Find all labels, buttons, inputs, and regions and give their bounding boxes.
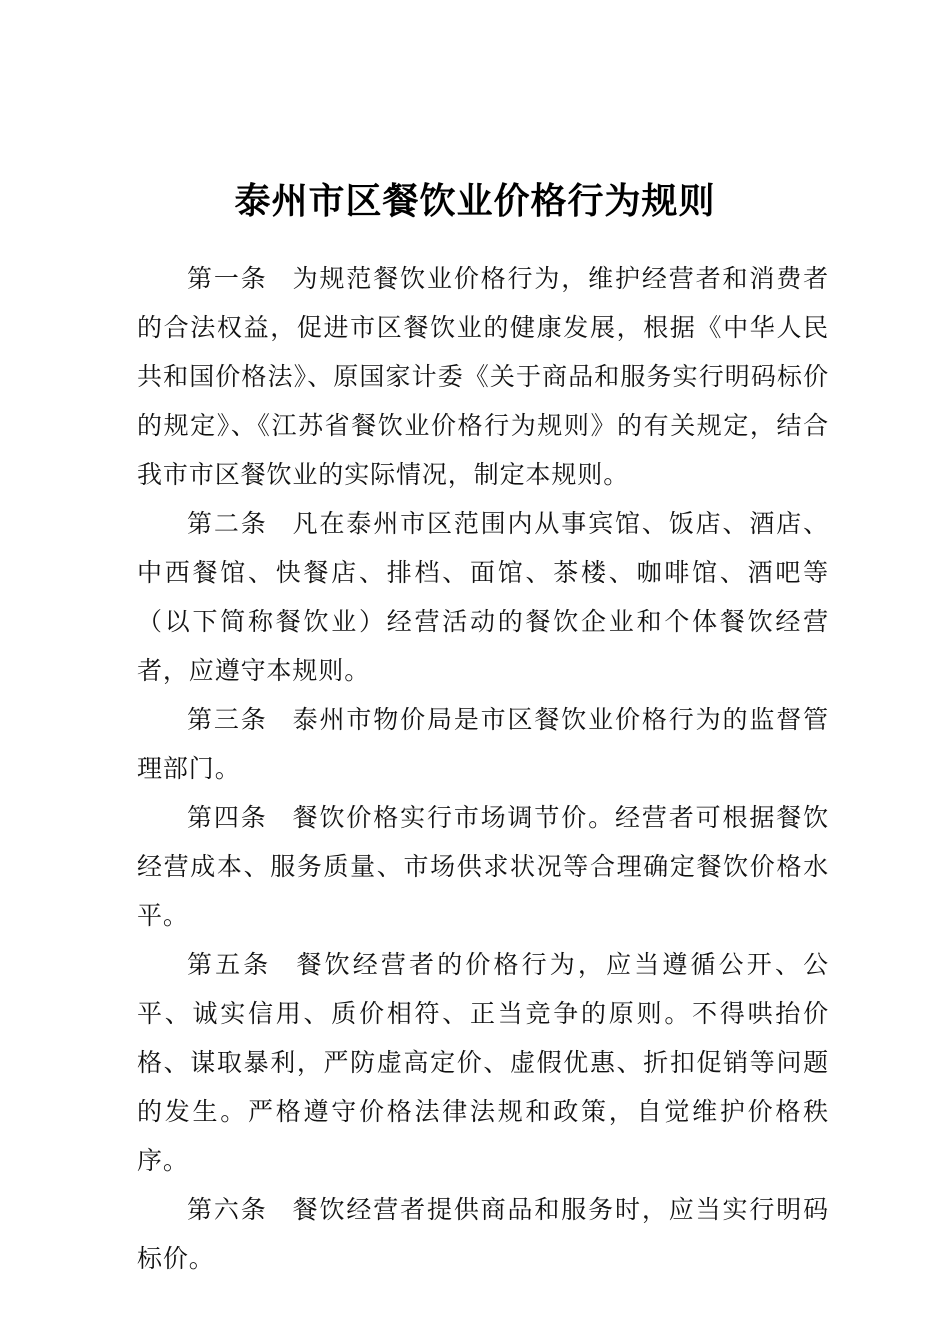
article-text: 为规范餐饮业价格行为，维护经营者和消费者的合法权益，促进市区餐饮业的健康发展，根据《中华人民共和国价格法》、原国家计委《关于商品和服务实行明码标价的规定》、《江苏省餐饮业价格行为规则》的有关规定，结合我市市区餐饮业的实际情况，制定本规则。 (137, 264, 829, 489)
article-text: 餐饮经营者提供商品和服务时，应当实行明码标价。 (137, 1195, 829, 1273)
document-title: 泰州市区餐饮业价格行为规则 (234, 181, 716, 222)
article-5 (137, 940, 829, 1185)
article-text: 泰州市物价局是市区餐饮业价格行为的监督管理部门。 (137, 705, 829, 783)
article-text: 餐饮经营者的价格行为，应当遵循公开、公平、诚实信用、质价相符、正当竞争的原则。不得哄抬价格、谋取暴利，严防虚高定价、虚假优惠、折扣促销等问题的发生。严格遵守价格法律法规和政策，自觉维护价格秩序。 (137, 950, 830, 1175)
article-2 (137, 499, 829, 695)
article-number: 第四条 (187, 803, 268, 832)
article-number: 第三条 (187, 705, 268, 734)
article-number: 第六条 (187, 1195, 268, 1224)
article-6 (137, 1185, 829, 1283)
article-number: 第一条 (187, 264, 268, 293)
article-3 (137, 695, 829, 793)
article-1 (137, 254, 829, 499)
article-number: 第二条 (187, 509, 268, 538)
article-number: 第五条 (187, 950, 272, 979)
article-text: 餐饮价格实行市场调节价。经营者可根据餐饮经营成本、服务质量、市场供求状况等合理确定餐饮价格水平。 (137, 803, 829, 930)
document-body (137, 254, 829, 1283)
article-4 (137, 793, 829, 940)
article-text: 凡在泰州市区范围内从事宾馆、饭店、酒店、中西餐馆、快餐店、排档、面馆、茶楼、咖啡馆、酒吧等（以下简称餐饮业）经营活动的餐饮企业和个体餐饮经营者，应遵守本规则。 (137, 509, 829, 685)
